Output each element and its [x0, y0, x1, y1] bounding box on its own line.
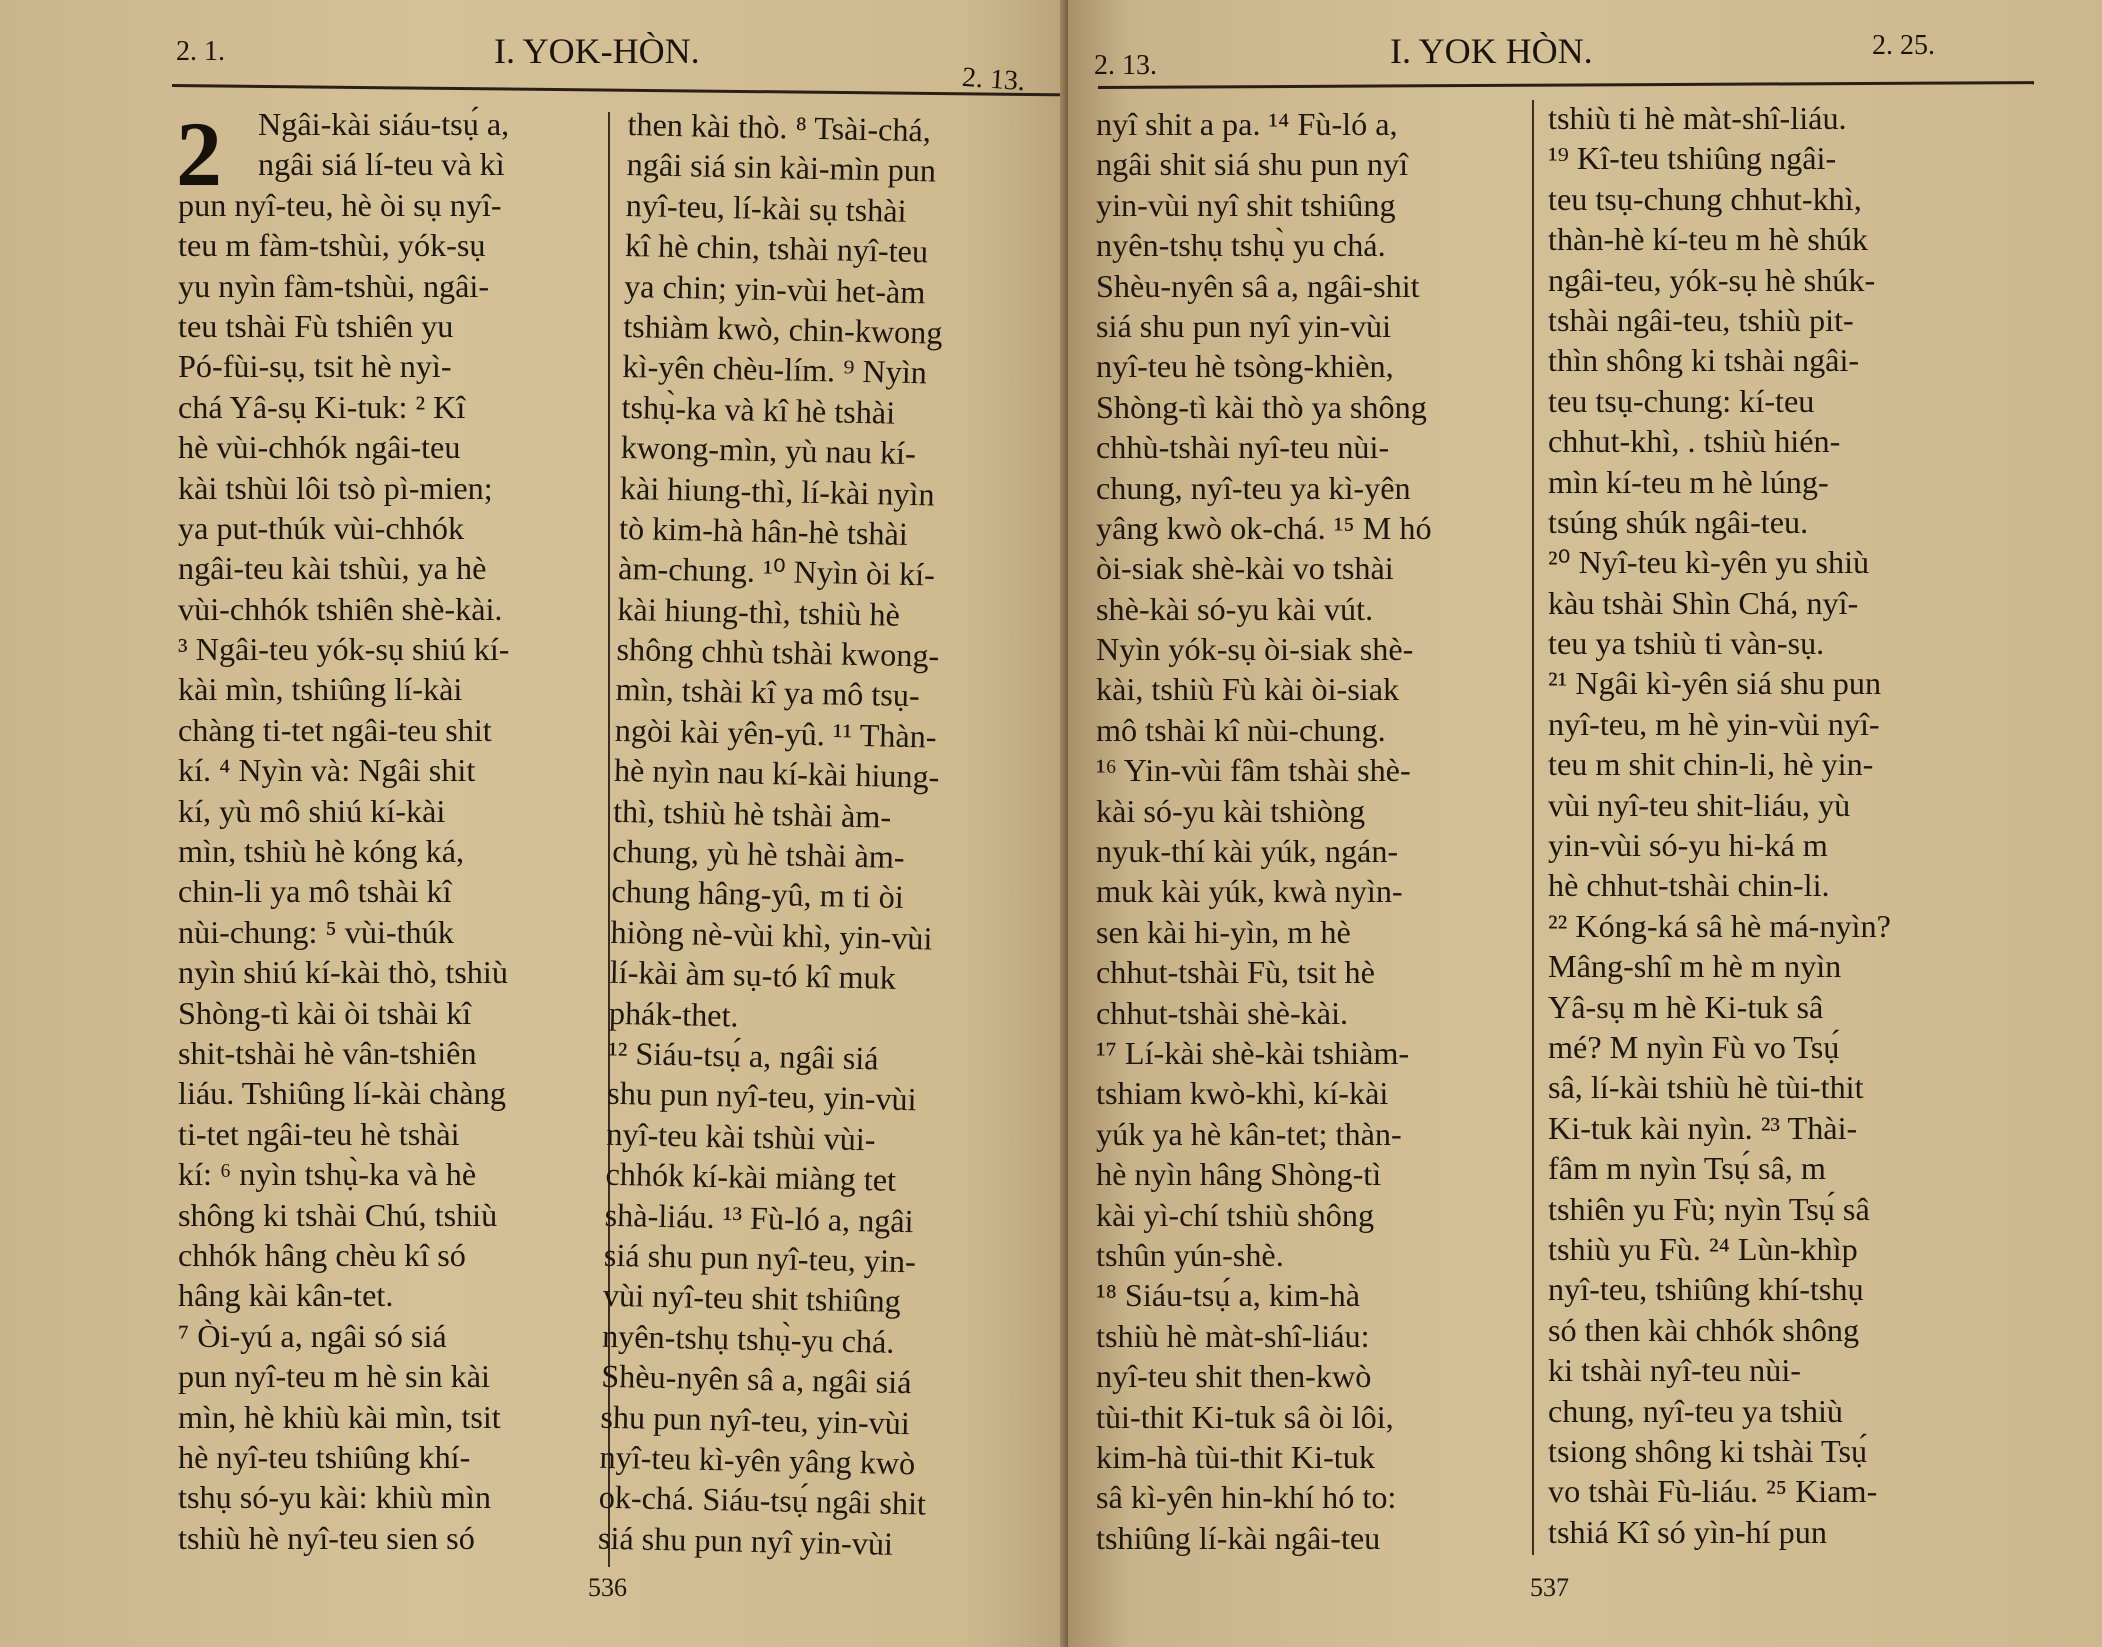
text-line: mìn kí-teu m hè lúng-: [1548, 463, 1829, 500]
text-line: chin-li ya mô tshài kî: [178, 873, 452, 910]
text-line: ¹⁹ Kî-teu tshiûng ngâi-: [1548, 140, 1837, 177]
text-line: tshiù hè màt-shî-liáu:: [1096, 1317, 1370, 1354]
text-line: chàng ti-tet ngâi-teu shit: [178, 711, 492, 748]
text-line: kài só-yu kài tshiòng: [1096, 792, 1366, 829]
text-line: Ngâi-kài siáu-tsụ́ a,: [258, 106, 510, 142]
text-line: phák-thet.: [608, 994, 739, 1034]
text-line: yâng kwò ok-chá. ¹⁵ M hó: [1096, 509, 1432, 546]
text-line: Nyìn yók-sụ òi-siak shè-: [1096, 631, 1414, 668]
text-line: Shèu-nyên sâ a, ngâi siá: [600, 1357, 912, 1401]
chapter-number: 2: [176, 103, 222, 205]
text-line: kwong-mìn, yù nau kí-: [620, 429, 917, 472]
text-line: pun nyî-teu m hè sin kài: [178, 1358, 490, 1395]
text-line: shu pun nyî-teu, yin-vùi: [600, 1398, 911, 1441]
text-line: kim-hà tùi-thit Ki-tuk: [1096, 1438, 1375, 1475]
text-line: tsiong shông ki tshài Tsụ́: [1548, 1432, 1868, 1469]
text-line: kì-yên chèu-lím. ⁹ Nyìn: [622, 348, 928, 391]
text-line: ki tshài nyî-teu nùi-: [1548, 1352, 1801, 1389]
text-line: liáu. Tshiûng lí-kài chàng: [178, 1075, 506, 1112]
text-line: mô tshài kî nùi-chung.: [1096, 711, 1386, 748]
text-line: kî hè chin, tshài nyî-teu: [624, 227, 929, 270]
text-line: hiòng nè-vùi khì, yin-vùi: [610, 913, 933, 957]
text-line: muk kài yúk, kwà nyìn-: [1096, 873, 1403, 910]
text-line: nyî-teu shit then-kwò: [1096, 1358, 1372, 1395]
text-line: chhók kí-kài miàng tet: [605, 1155, 897, 1199]
text-line: siá shu pun nyî-teu, yin-: [603, 1236, 917, 1280]
text-line: teu m shit chin-li, hè yin-: [1548, 746, 1874, 783]
text-line: tshûn yún-shè.: [1096, 1236, 1284, 1273]
text-line: kàu tshài Shìn Chá, nyî-: [1548, 584, 1859, 621]
right-column-divider: [1532, 100, 1534, 1555]
text-line: kài yì-chí tshiù shông: [1096, 1196, 1375, 1233]
right-header-rule: [1098, 81, 2034, 89]
right-page-number: 537: [1530, 1573, 1569, 1602]
left-header-ref-left: 2. 1.: [176, 36, 225, 67]
text-line: Pó-fùi-sụ, tsit hè nyì-: [178, 348, 452, 385]
text-line: àm-chung. ¹⁰ Nyìn òi kí-: [617, 550, 936, 593]
text-line: Ki-tuk kài nyìn. ²³ Thài-: [1548, 1109, 1858, 1146]
text-line: chung, nyî-teu ya kì-yên: [1096, 469, 1411, 506]
text-line: ¹⁶ Yin-vùi fâm tshài shè-: [1096, 752, 1411, 789]
text-line: then kài thò. ⁸ Tsài-chá,: [627, 105, 932, 149]
text-line: Yâ-sụ m hè Ki-tuk sâ: [1548, 988, 1824, 1025]
text-line: teu tshài Fù tshiên yu: [178, 307, 454, 344]
text-line: kài hiung-thì, tshiù hè: [617, 590, 901, 633]
text-line: sâ kì-yên hin-khí hó to:: [1096, 1479, 1397, 1516]
text-line: yin-vùi nyî shit tshiûng: [1096, 186, 1396, 223]
text-line: tshiam kwò-khì, kí-kài: [1096, 1075, 1389, 1112]
text-line: ngâi shit siá shu pun nyî: [1096, 146, 1409, 183]
left-header-rule: [172, 84, 1068, 96]
text-line: nyìn shiú kí-kài thò, tshiù: [178, 954, 508, 991]
text-line: ¹⁸ Siáu-tsụ́ a, kim-hà: [1096, 1277, 1361, 1314]
text-line: shit-tshài hè vân-tshiên: [178, 1034, 477, 1071]
text-line: yu nyìn fàm-tshùi, ngâi-: [178, 267, 490, 304]
text-line: teu ya tshiù ti vàn-sụ.: [1548, 625, 1825, 662]
right-header-ref-left: 2. 13.: [1094, 50, 1157, 81]
text-line: hè nyìn nau kí-kài hiung-: [613, 752, 940, 795]
right-header-title: I. YOK HÒN.: [1390, 31, 1593, 71]
right-header-ref-right: 2. 25.: [1872, 30, 1935, 61]
text-line: ³ Ngâi-teu yók-sụ shiú kí-: [178, 631, 510, 668]
text-line: sen kài hi-yìn, m hè: [1096, 913, 1351, 950]
text-line: tò kim-hà hân-hè tshài: [618, 509, 909, 552]
text-line: vùi-chhók tshiên shè-kài.: [178, 590, 503, 627]
text-line: ngâi siá lí-teu và kì: [258, 146, 505, 183]
text-line: mìn, hè khiù kài mìn, tsit: [178, 1398, 501, 1435]
text-line: tshiù yu Fù. ²⁴ Lùn-khìp: [1548, 1230, 1858, 1267]
text-line: tshiù ti hè màt-shî-liáu.: [1548, 100, 1847, 136]
text-line: ngòi kài yên-yû. ¹¹ Thàn-: [614, 711, 937, 755]
text-line: hè nyî-teu tshiûng khí-: [178, 1438, 471, 1475]
text-line: nyî-teu, lí-kài sụ tshài: [625, 186, 907, 229]
text-line: thìn shông ki tshài ngâi-: [1548, 342, 1860, 379]
text-line: Shèu-nyên sâ a, ngâi-shit: [1096, 267, 1420, 304]
text-line: chhók hâng chèu kî só: [178, 1236, 466, 1273]
text-line: kí: ⁶ nyìn tshụ̀-ka và hè: [178, 1156, 477, 1193]
text-line: thì, tshiù hè tshài àm-: [612, 792, 892, 835]
text-line: siá shu pun nyî yin-vùi: [1096, 307, 1392, 344]
text-line: ¹⁷ Lí-kài shè-kài tshiàm-: [1096, 1034, 1410, 1071]
text-line: tshiên yu Fù; nyìn Tsụ́ sâ: [1548, 1190, 1870, 1227]
text-line: mìn, tshiù hè kóng ká,: [178, 833, 465, 870]
text-line: shông chhù tshài kwong-: [616, 630, 940, 674]
text-line: kài, tshiù Fù kài òi-siak: [1096, 671, 1400, 708]
left-column-1: [178, 104, 598, 1558]
text-line: teu tsụ-chung chhut-khì,: [1548, 180, 1862, 217]
text-line: nyên-tshụ tshụ̀-yu chá.: [601, 1317, 895, 1360]
text-line: teu tsụ-chung: kí-teu: [1548, 382, 1815, 419]
text-line: hè nyìn hâng Shòng-tì: [1096, 1156, 1382, 1193]
text-line: ngâi-teu, yók-sụ hè shúk-: [1548, 261, 1876, 298]
text-line: Shòng-tì kài òi tshài kî: [178, 994, 472, 1031]
right-column-2: [1548, 98, 2048, 1552]
text-line: nyî-teu kì-yên yâng kwò: [599, 1438, 916, 1482]
text-line: hè chhut-tshài chin-li.: [1548, 867, 1830, 904]
text-line: nyî-teu kài tshùi vùi-: [606, 1115, 876, 1158]
text-line: ¹² Siáu-tsụ́ a, ngâi siá: [607, 1034, 879, 1077]
text-line: chhut-tshài Fù, tsit hè: [1096, 954, 1375, 991]
text-line: ⁷ Òi-yú a, ngâi só siá: [178, 1317, 447, 1354]
text-line: chhù-tshài nyî-teu nùi-: [1096, 429, 1390, 466]
text-line: nyî-teu, m hè yin-vùi nyî-: [1548, 705, 1880, 742]
text-line: ²² Kóng-ká sâ hè má-nyìn?: [1548, 907, 1891, 944]
text-line: mé? M nyìn Fù vo Tsụ́: [1548, 1028, 1840, 1065]
text-line: vo tshài Fù-liáu. ²⁵ Kiam-: [1548, 1473, 1878, 1510]
text-line: chá Yâ-sụ Ki-tuk: ² Kî: [178, 388, 466, 425]
text-line: nyî shit a pa. ¹⁴ Fù-ló a,: [1096, 106, 1398, 142]
text-line: pun nyî-teu, hè òi sụ nyî-: [178, 186, 502, 223]
text-line: ok-chá. Siáu-tsụ́ ngâi shit: [598, 1478, 927, 1522]
text-line: tshiàm kwò, chin-kwong: [622, 307, 943, 351]
text-line: ya chin; yin-vùi het-àm: [623, 267, 926, 310]
text-line: tshụ só-yu kài: khiù mìn: [178, 1479, 491, 1516]
right-column-1: [1096, 104, 1516, 1558]
text-line: nyî-teu hè tsòng-khièn,: [1096, 348, 1394, 385]
text-line: hè vùi-chhók ngâi-teu: [178, 429, 461, 466]
text-line: ya put-thúk vùi-chhók: [178, 509, 465, 546]
text-line: tshiù hè nyî-teu sien só: [178, 1519, 475, 1556]
text-line: ²¹ Ngâi kì-yên siá shu pun: [1548, 665, 1882, 702]
text-line: kí. ⁴ Nyìn và: Ngâi shit: [178, 752, 476, 789]
text-line: thàn-hè kí-teu m hè shúk: [1548, 221, 1869, 258]
text-line: kí, yù mô shiú kí-kài: [178, 792, 446, 829]
text-line: mìn, tshài kî ya mô tsụ-: [615, 671, 921, 714]
left-column-2: [598, 104, 1048, 1567]
text-line: chung hâng-yû, m ti òi: [611, 873, 905, 916]
left-header-title: I. YOK-HÒN.: [494, 31, 700, 71]
text-line: Shòng-tì kài thò ya shông: [1096, 388, 1427, 425]
text-line: lí-kài àm sụ-tó kî muk: [609, 954, 897, 996]
text-line: kài hiung-thì, lí-kài nyìn: [619, 469, 935, 513]
text-line: shà-liáu. ¹³ Fù-ló a, ngâi: [604, 1196, 914, 1239]
text-line: ngâi-teu kài tshùi, ya hè: [178, 550, 487, 587]
text-line: tshụ̀-ka và kî hè tshài: [621, 388, 896, 431]
text-line: kài tshùi lôi tsò pì-mien;: [178, 469, 493, 506]
text-line: hâng kài kân-tet.: [178, 1277, 394, 1314]
text-line: yin-vùi só-yu hi-ká m: [1548, 827, 1828, 864]
text-line: nùi-chung: ⁵ vùi-thúk: [178, 913, 454, 950]
text-line: chung, nyî-teu ya tshiù: [1548, 1392, 1843, 1429]
text-line: teu m fàm-tshùi, yók-sụ: [178, 227, 486, 264]
text-line: chung, yù hè tshài àm-: [611, 832, 905, 875]
text-line: nyuk-thí kài yúk, ngán-: [1096, 833, 1399, 870]
text-line: shông ki tshài Chú, tshiù: [178, 1196, 498, 1233]
text-line: vùi nyî-teu shit tshiûng: [602, 1277, 902, 1320]
text-line: tsúng shúk ngâi-teu.: [1548, 503, 1809, 540]
text-line: shu pun nyî-teu, yin-vùi: [606, 1075, 917, 1118]
text-line: sâ, lí-kài tshiù hè tùi-thit: [1548, 1069, 1864, 1106]
text-line: ngâi siá sin kài-mìn pun: [626, 146, 937, 189]
text-line: vùi nyî-teu shit-liáu, yù: [1548, 786, 1851, 823]
text-line: tùi-thit Ki-tuk sâ òi lôi,: [1096, 1398, 1394, 1435]
text-line: tshiá Kî só yìn-hí pun: [1548, 1513, 1827, 1550]
text-line: òi-siak shè-kài vo tshài: [1096, 550, 1394, 587]
text-line: siá shu pun nyî yin-vùi: [597, 1519, 894, 1562]
text-line: chhut-tshài shè-kài.: [1096, 994, 1349, 1031]
text-line: kài mìn, tshiûng lí-kài: [178, 671, 463, 708]
text-line: tshiûng lí-kài ngâi-teu: [1096, 1519, 1381, 1556]
left-header-ref-right: 2. 13.: [961, 61, 1027, 98]
text-line: Mâng-shî m hè m nyìn: [1548, 948, 1842, 985]
text-line: ti-tet ngâi-teu hè tshài: [178, 1115, 460, 1152]
left-page-number: 536: [588, 1573, 627, 1602]
text-line: fâm m nyìn Tsụ́ sâ, m: [1548, 1150, 1826, 1187]
text-line: yúk ya hè kân-tet; thàn-: [1096, 1115, 1402, 1152]
text-line: ²⁰ Nyî-teu kì-yên yu shiù: [1548, 544, 1870, 581]
text-line: só then kài chhók shông: [1548, 1311, 1860, 1348]
right-page: [1068, 0, 2102, 1647]
text-line: tshài ngâi-teu, tshiù pit-: [1548, 301, 1854, 338]
text-line: nyên-tshụ tshụ̀ yu chá.: [1096, 227, 1386, 264]
text-line: chhut-khì, . tshiù hién-: [1548, 423, 1841, 460]
text-line: nyî-teu, tshiûng khí-tshụ: [1548, 1271, 1864, 1308]
text-line: shè-kài só-yu kài vút.: [1096, 590, 1374, 627]
